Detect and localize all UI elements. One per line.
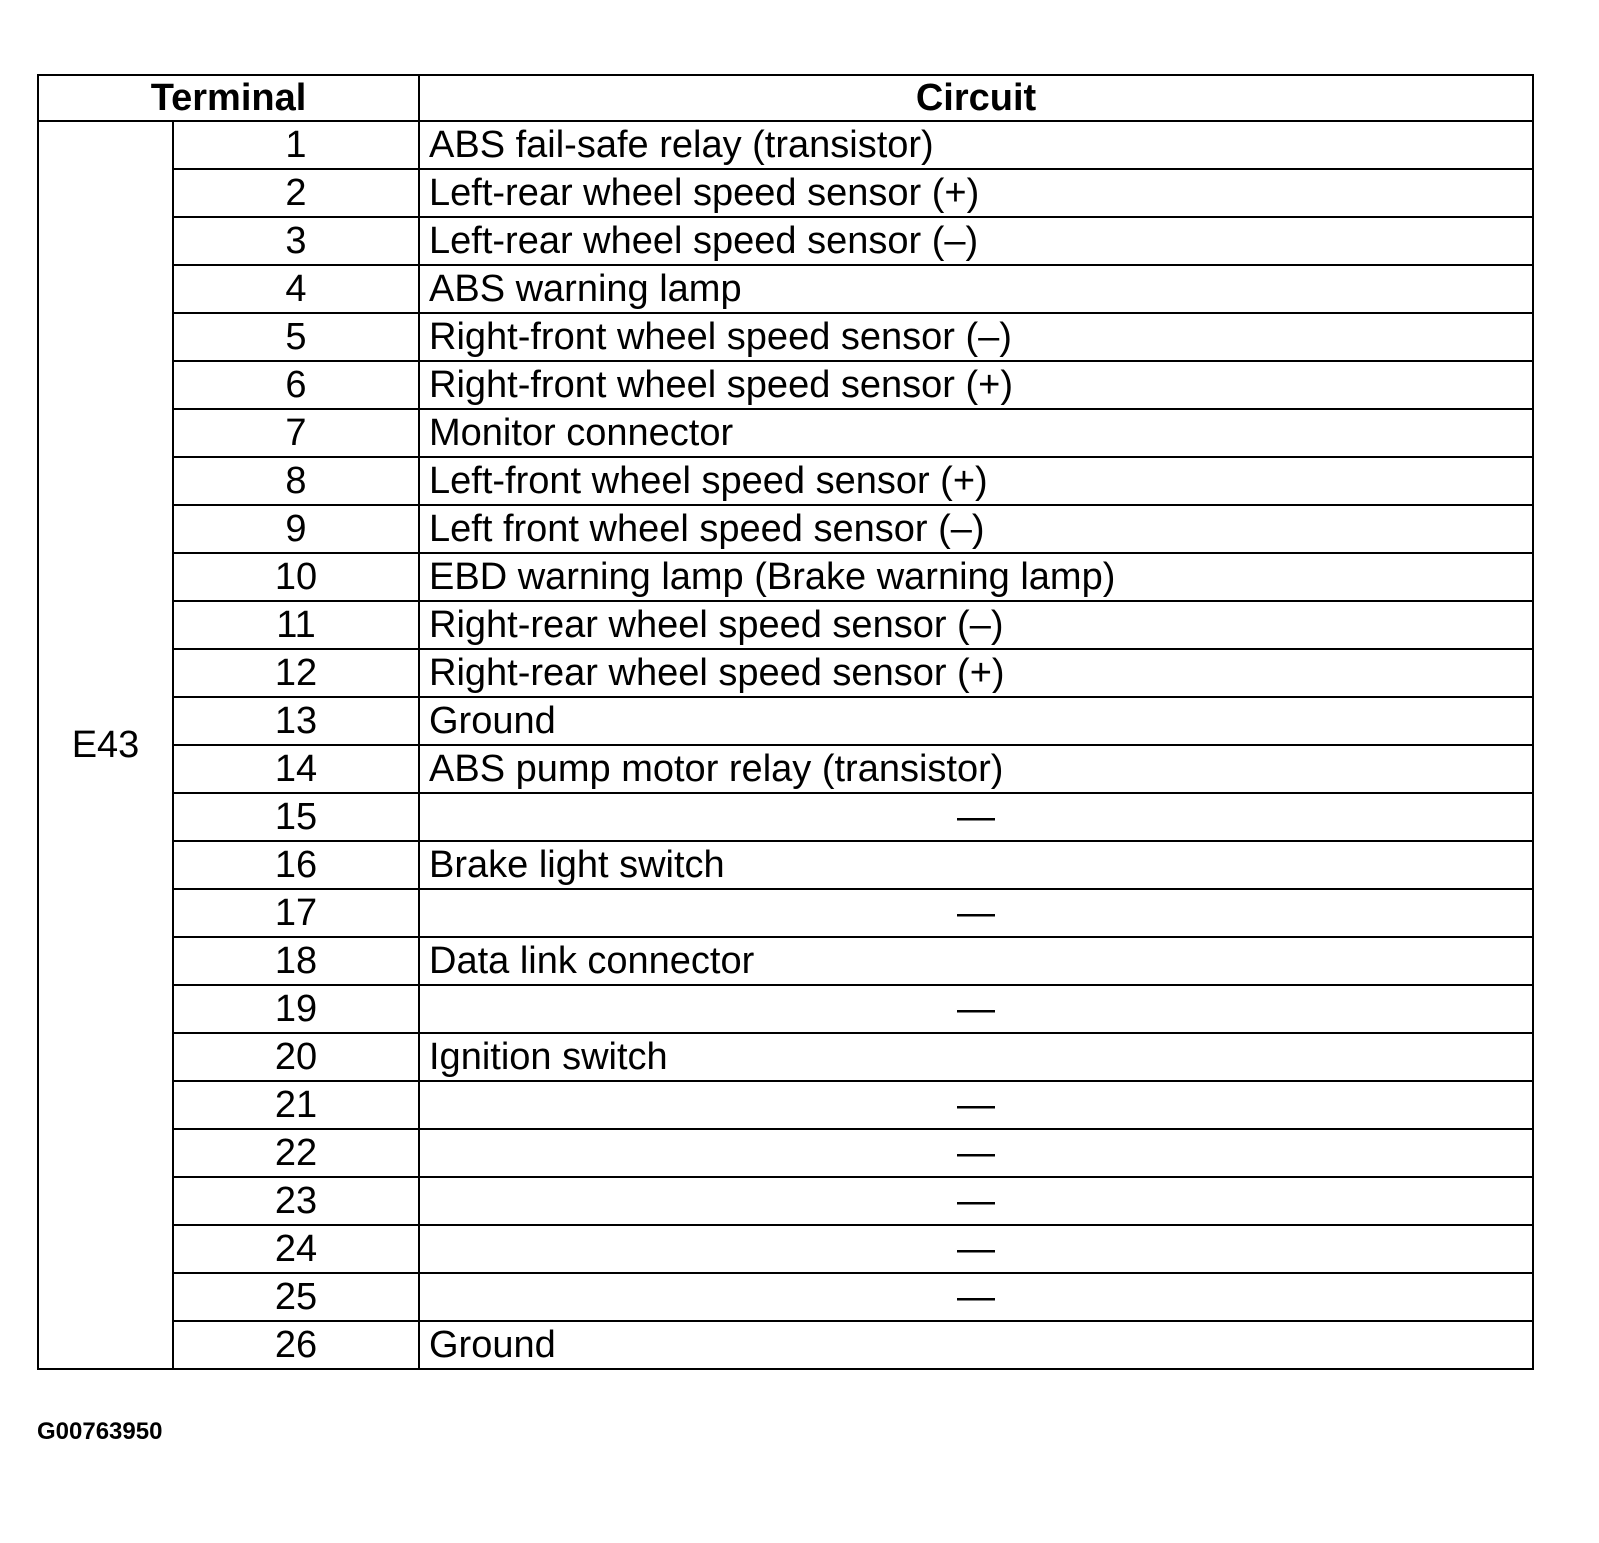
circuit-description: Ground xyxy=(419,697,1533,745)
table-row xyxy=(38,937,1533,985)
circuit-description: Data link connector xyxy=(419,937,1533,985)
circuit-description: — xyxy=(419,1177,1533,1225)
terminal-pin: 16 xyxy=(173,841,419,889)
circuit-description: ABS warning lamp xyxy=(419,265,1533,313)
table-row xyxy=(38,169,1533,217)
table-row xyxy=(38,553,1533,601)
circuit-description: Right-front wheel speed sensor (–) xyxy=(419,313,1533,361)
terminal-pin: 21 xyxy=(173,1081,419,1129)
circuit-description: — xyxy=(419,1081,1533,1129)
terminal-pin: 23 xyxy=(173,1177,419,1225)
terminal-pin: 25 xyxy=(173,1273,419,1321)
table-row xyxy=(38,793,1533,841)
table-row xyxy=(38,217,1533,265)
table-row xyxy=(38,457,1533,505)
terminal-pin: 8 xyxy=(173,457,419,505)
terminal-pin: 24 xyxy=(173,1225,419,1273)
terminal-pin: 14 xyxy=(173,745,419,793)
terminal-pin: 19 xyxy=(173,985,419,1033)
terminal-pin: 12 xyxy=(173,649,419,697)
terminal-pin: 1 xyxy=(173,121,419,169)
terminal-pin: 5 xyxy=(173,313,419,361)
circuit-description: — xyxy=(419,985,1533,1033)
table-row xyxy=(38,841,1533,889)
circuit-header: Circuit xyxy=(419,75,1533,121)
circuit-description: Left-front wheel speed sensor (+) xyxy=(419,457,1533,505)
circuit-description: EBD warning lamp (Brake warning lamp) xyxy=(419,553,1533,601)
table-row xyxy=(38,265,1533,313)
terminal-pin: 17 xyxy=(173,889,419,937)
terminal-pin: 13 xyxy=(173,697,419,745)
terminal-circuit-table xyxy=(37,74,1534,1370)
table-row xyxy=(38,745,1533,793)
table-row xyxy=(38,505,1533,553)
terminal-pin: 22 xyxy=(173,1129,419,1177)
circuit-description: Ignition switch xyxy=(419,1033,1533,1081)
terminal-pin: 9 xyxy=(173,505,419,553)
terminal-pin: 4 xyxy=(173,265,419,313)
table-row xyxy=(38,1129,1533,1177)
table-row xyxy=(38,697,1533,745)
terminal-header: Terminal xyxy=(38,75,419,121)
terminal-pin: 15 xyxy=(173,793,419,841)
table-row xyxy=(38,409,1533,457)
connector-label: E43 xyxy=(38,121,173,1369)
circuit-description: Monitor connector xyxy=(419,409,1533,457)
table-row xyxy=(38,601,1533,649)
circuit-description: Ground xyxy=(419,1321,1533,1369)
circuit-description: — xyxy=(419,793,1533,841)
circuit-description: Left-rear wheel speed sensor (–) xyxy=(419,217,1533,265)
terminal-pin: 7 xyxy=(173,409,419,457)
table-row xyxy=(38,1321,1533,1369)
terminal-pin: 20 xyxy=(173,1033,419,1081)
circuit-description: — xyxy=(419,889,1533,937)
table-header-row xyxy=(38,75,1533,121)
table-row xyxy=(38,985,1533,1033)
table-row xyxy=(38,1225,1533,1273)
circuit-description: Brake light switch xyxy=(419,841,1533,889)
table-body xyxy=(38,121,1533,1369)
circuit-description: Left front wheel speed sensor (–) xyxy=(419,505,1533,553)
terminal-pin: 11 xyxy=(173,601,419,649)
table-row xyxy=(38,313,1533,361)
circuit-description: — xyxy=(419,1129,1533,1177)
circuit-description: — xyxy=(419,1273,1533,1321)
table-row xyxy=(38,361,1533,409)
table-row xyxy=(38,649,1533,697)
terminal-pin: 3 xyxy=(173,217,419,265)
terminal-pin: 10 xyxy=(173,553,419,601)
circuit-description: ABS pump motor relay (transistor) xyxy=(419,745,1533,793)
circuit-description: Left-rear wheel speed sensor (+) xyxy=(419,169,1533,217)
circuit-description: Right-rear wheel speed sensor (–) xyxy=(419,601,1533,649)
figure-id: G00763950 xyxy=(37,1418,163,1445)
table-row xyxy=(38,1177,1533,1225)
terminal-pin: 2 xyxy=(173,169,419,217)
table-row xyxy=(38,1033,1533,1081)
circuit-description: ABS fail-safe relay (transistor) xyxy=(419,121,1533,169)
table-row xyxy=(38,889,1533,937)
table-row xyxy=(38,121,1533,169)
table-row xyxy=(38,1273,1533,1321)
circuit-description: Right-front wheel speed sensor (+) xyxy=(419,361,1533,409)
table-row xyxy=(38,1081,1533,1129)
terminal-pin: 26 xyxy=(173,1321,419,1369)
circuit-description: — xyxy=(419,1225,1533,1273)
circuit-description: Right-rear wheel speed sensor (+) xyxy=(419,649,1533,697)
terminal-pin: 18 xyxy=(173,937,419,985)
terminal-pin: 6 xyxy=(173,361,419,409)
